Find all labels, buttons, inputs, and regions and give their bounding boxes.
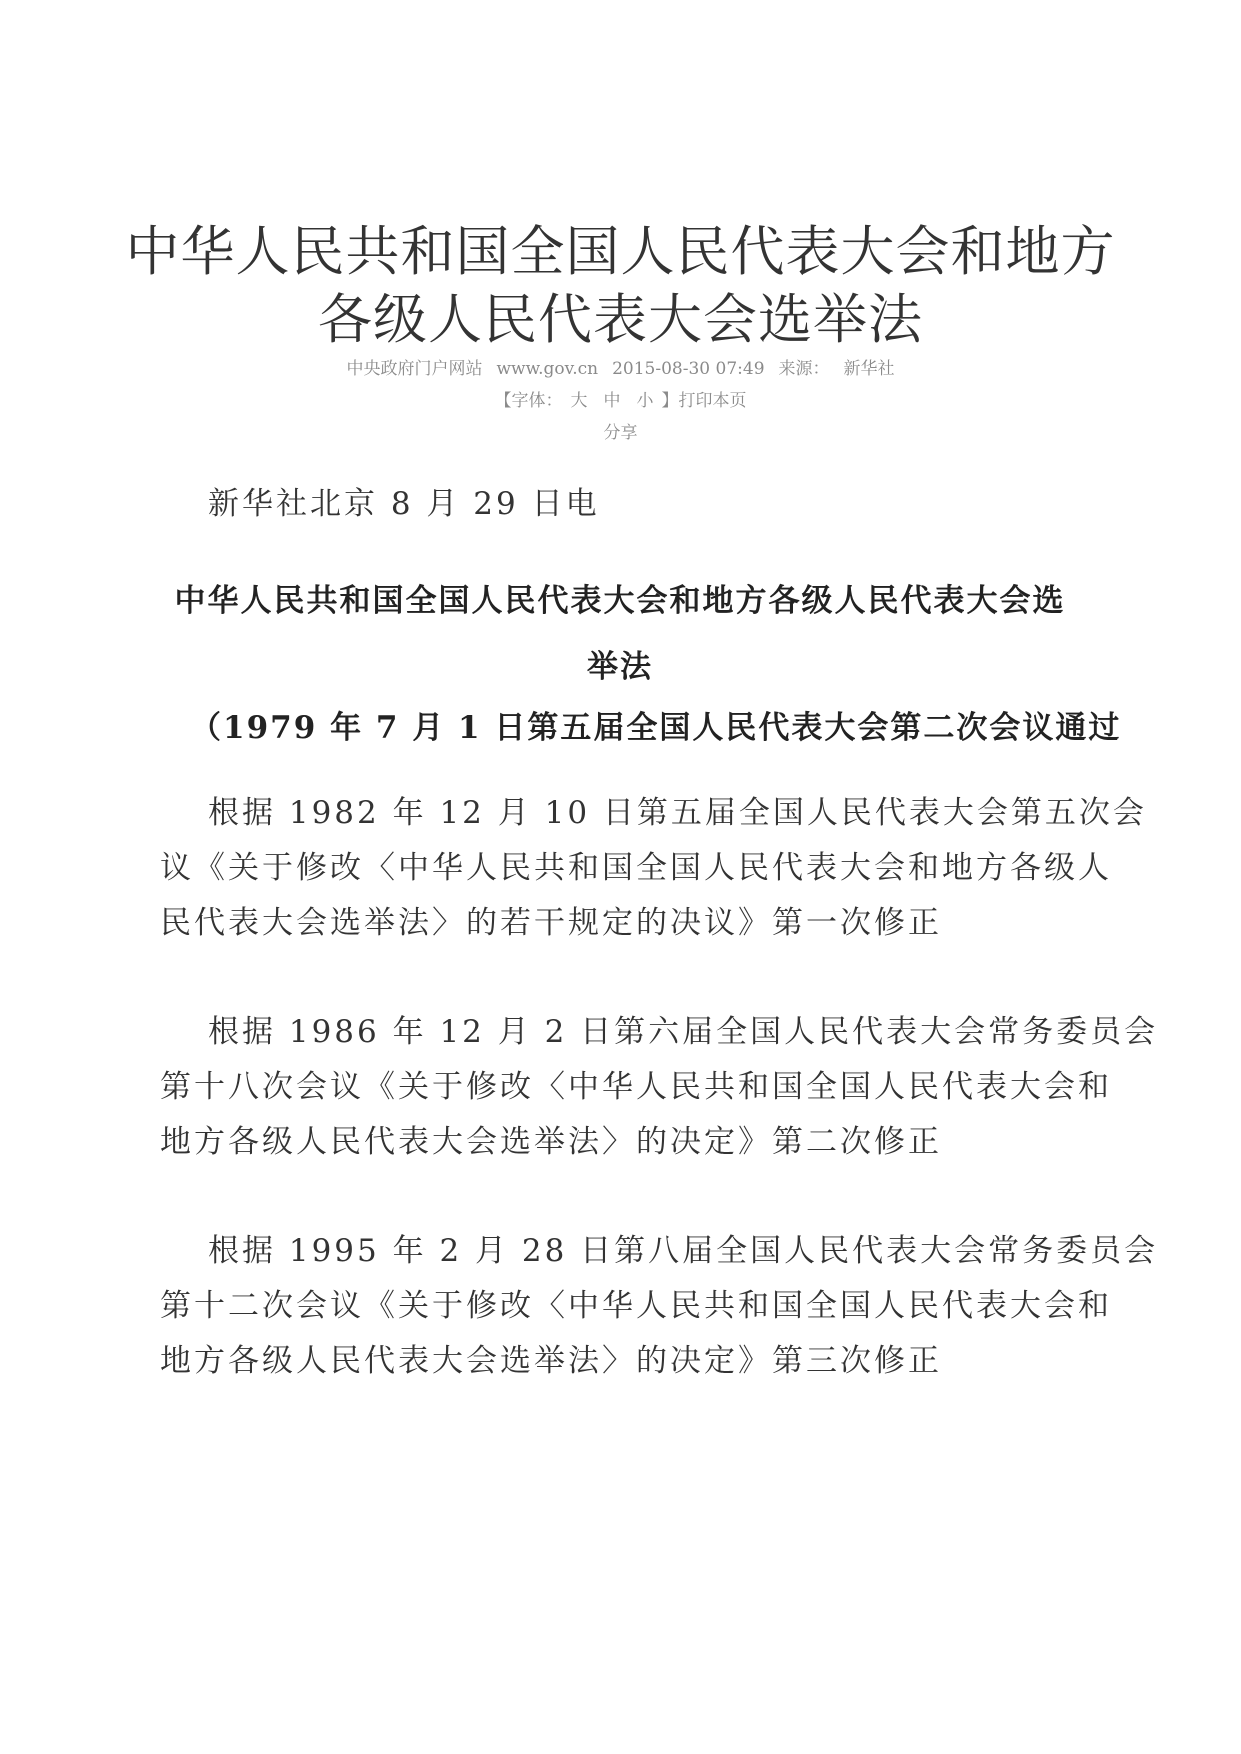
share-row	[0, 418, 1241, 443]
article-meta	[0, 354, 1241, 379]
site-name: 中央政府门户网站	[346, 359, 483, 379]
amendment-line: 根据 1982 年 12 月 10 日第五届全国人民代表大会第五次会	[208, 795, 1147, 831]
site-url: www.gov.cn	[496, 359, 599, 379]
publish-datetime: 2015-08-30 07:49	[612, 359, 765, 379]
law-title-line-2: 举法	[587, 649, 653, 685]
amendment-line: 根据 1986 年 12 月 2 日第六届全国人民代表大会常务委员会	[208, 1014, 1159, 1050]
print-page-link[interactable]: 打印本页	[678, 391, 747, 411]
amendment-line: 根据 1995 年 2 月 28 日第八届全国人民代表大会常务委员会	[208, 1233, 1159, 1269]
amendment-paragraph-2	[160, 1005, 1159, 1170]
amendment-line: 民代表大会选举法〉的若干规定的决议》第一次修正	[160, 905, 942, 941]
amendment-paragraph-1	[160, 786, 1147, 951]
amendment-line: 地方各级人民代表大会选举法〉的决定》第三次修正	[160, 1343, 942, 1379]
page-title-line-1: 中华人民共和国全国人民代表大会和地方	[125, 220, 1116, 283]
font-large-button[interactable]: 大	[570, 391, 588, 411]
source-name: 新华社	[843, 359, 895, 379]
font-medium-button[interactable]: 中	[603, 391, 621, 411]
font-size-controls	[0, 386, 1241, 411]
font-size-bracket-end: 】	[661, 391, 679, 411]
font-small-button[interactable]: 小	[636, 391, 654, 411]
dateline: 新华社北京 8 月 29 日电	[208, 486, 600, 522]
amendment-line: 地方各级人民代表大会选举法〉的决定》第二次修正	[160, 1124, 942, 1160]
amendment-line: 议《关于修改〈中华人民共和国全国人民代表大会和地方各级人	[160, 850, 1112, 886]
law-title	[160, 568, 1080, 700]
font-size-label: 【字体：	[494, 391, 563, 411]
source-label: 来源：	[778, 359, 830, 379]
law-title-line-1: 中华人民共和国全国人民代表大会和地方各级人民代表大会选	[174, 583, 1066, 619]
page-title	[0, 218, 1241, 354]
amendment-paragraph-3	[160, 1224, 1159, 1389]
amendment-line: 第十二次会议《关于修改〈中华人民共和国全国人民代表大会和	[160, 1288, 1112, 1324]
page-title-line-2: 各级人民代表大会选举法	[318, 288, 923, 351]
amendment-line: 第十八次会议《关于修改〈中华人民共和国全国人民代表大会和	[160, 1069, 1112, 1105]
adoption-note: （1979 年 7 月 1 日第五届全国人民代表大会第二次会议通过	[190, 710, 1122, 746]
share-link[interactable]: 分享	[603, 423, 638, 443]
